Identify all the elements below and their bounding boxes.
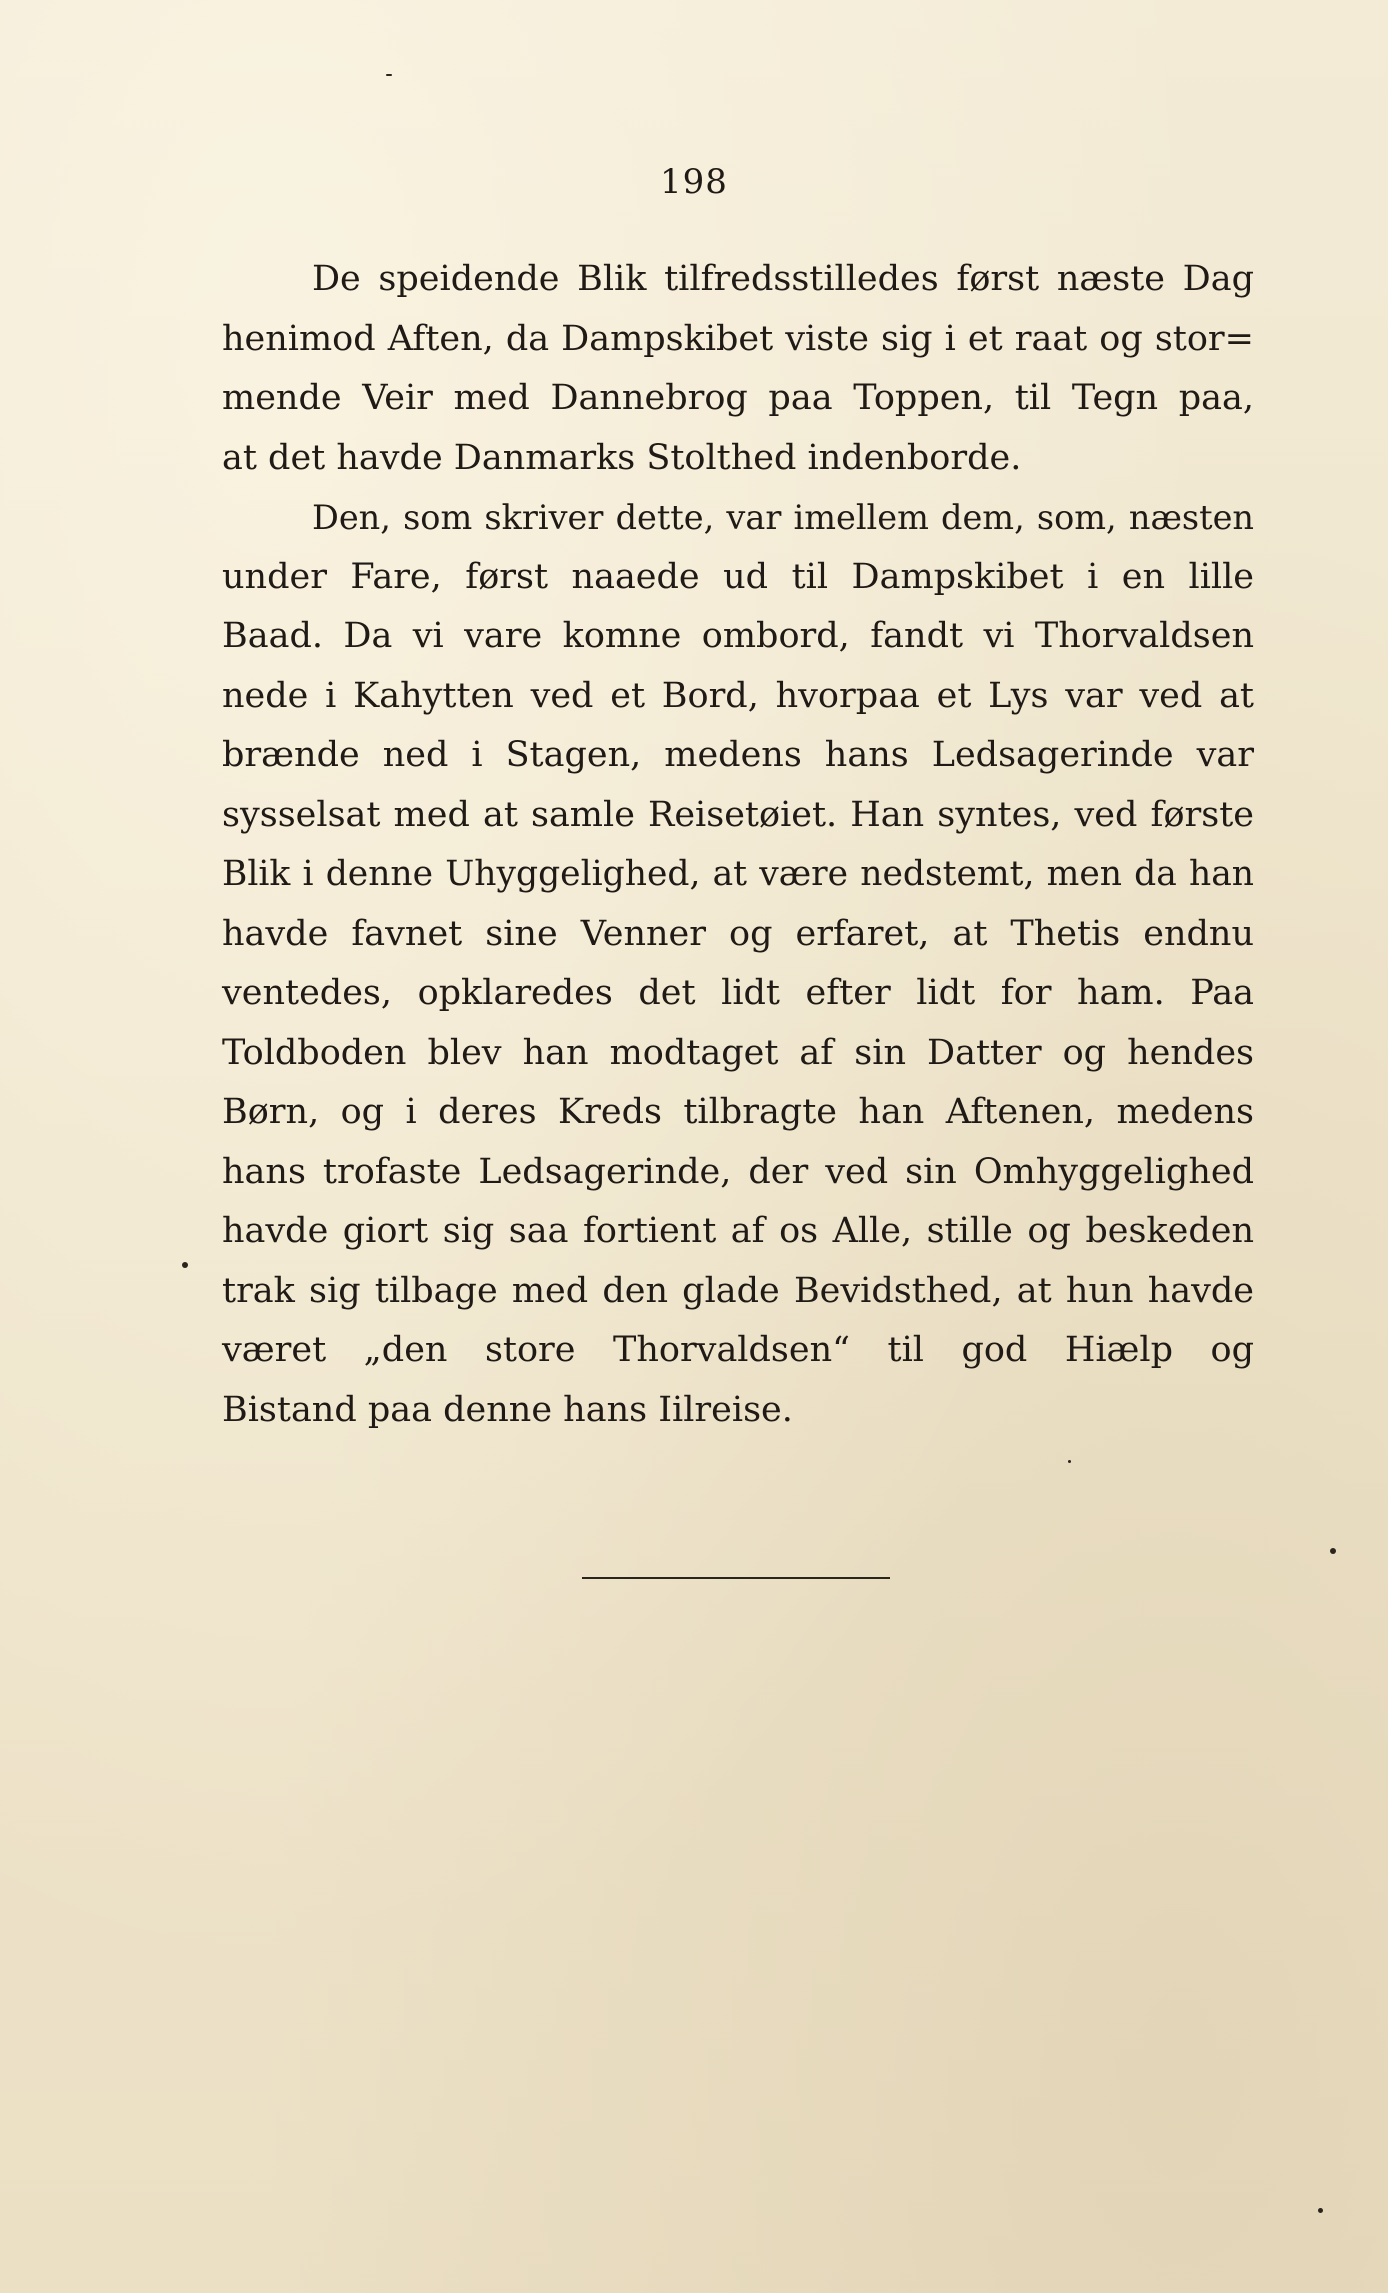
text-line: hans trofaste Ledsagerinde, der ved sin Omhyggelighed: [222, 1151, 1254, 1192]
text-line: Toldboden blev han modtaget af sin Datter og hendes: [222, 1032, 1254, 1073]
text-line: havde favnet sine Venner og erfaret, at Thetis endnu: [222, 913, 1254, 954]
text-line: henimod Aften, da Dampskibet viste sig i et raat og stor=: [222, 318, 1254, 359]
ink-speck: [1068, 1460, 1071, 1463]
paragraph: [222, 488, 1254, 1440]
text-line: at det havde Danmarks Stolthed indenborde.: [222, 437, 1022, 478]
ink-speck: [1318, 2208, 1323, 2213]
ink-speck: [386, 74, 392, 76]
text-line: Bistand paa denne hans Iilreise.: [222, 1389, 793, 1430]
text-line: havde giort sig saa fortient af os Alle, stille og beskeden: [222, 1211, 1254, 1251]
text-line: trak sig tilbage med den glade Bevidsthed, at hun havde: [222, 1270, 1254, 1311]
paragraph: [222, 250, 1254, 488]
text-line: sysselsat med at samle Reisetøiet. Han syntes, ved første: [222, 794, 1254, 835]
text-line: ventedes, opklaredes det lidt efter lidt for ham. Paa: [222, 973, 1254, 1013]
text-line: nede i Kahytten ved et Bord, hvorpaa et Lys var ved at: [222, 675, 1254, 716]
text-line: Blik i denne Uhyggelighed, at være nedstemt, men da han: [222, 854, 1254, 894]
text-line: været „den store Thorvaldsen“ til god Hiælp og: [222, 1330, 1254, 1370]
text-line: De speidende Blik tilfredsstilledes først næste Dag: [312, 259, 1254, 299]
text-line: Den, som skriver dette, var imellem dem, som, næsten: [312, 498, 1254, 537]
ink-speck: [182, 1262, 188, 1268]
text-line: mende Veir med Dannebrog paa Toppen, til Tegn paa,: [222, 378, 1254, 418]
section-divider-rule: [582, 1577, 890, 1579]
text-line: Baad. Da vi vare komne ombord, fandt vi Thorvaldsen: [222, 616, 1254, 656]
text-line: brænde ned i Stagen, medens hans Ledsagerinde var: [222, 735, 1254, 775]
body-text: [222, 250, 1254, 1440]
text-line: under Fare, først naaede ud til Dampskibet i en lille: [222, 556, 1254, 597]
page-number: 198: [660, 162, 728, 202]
text-line: Børn, og i deres Kreds tilbragte han Aftenen, medens: [222, 1092, 1254, 1132]
ink-speck: [1330, 1548, 1336, 1554]
